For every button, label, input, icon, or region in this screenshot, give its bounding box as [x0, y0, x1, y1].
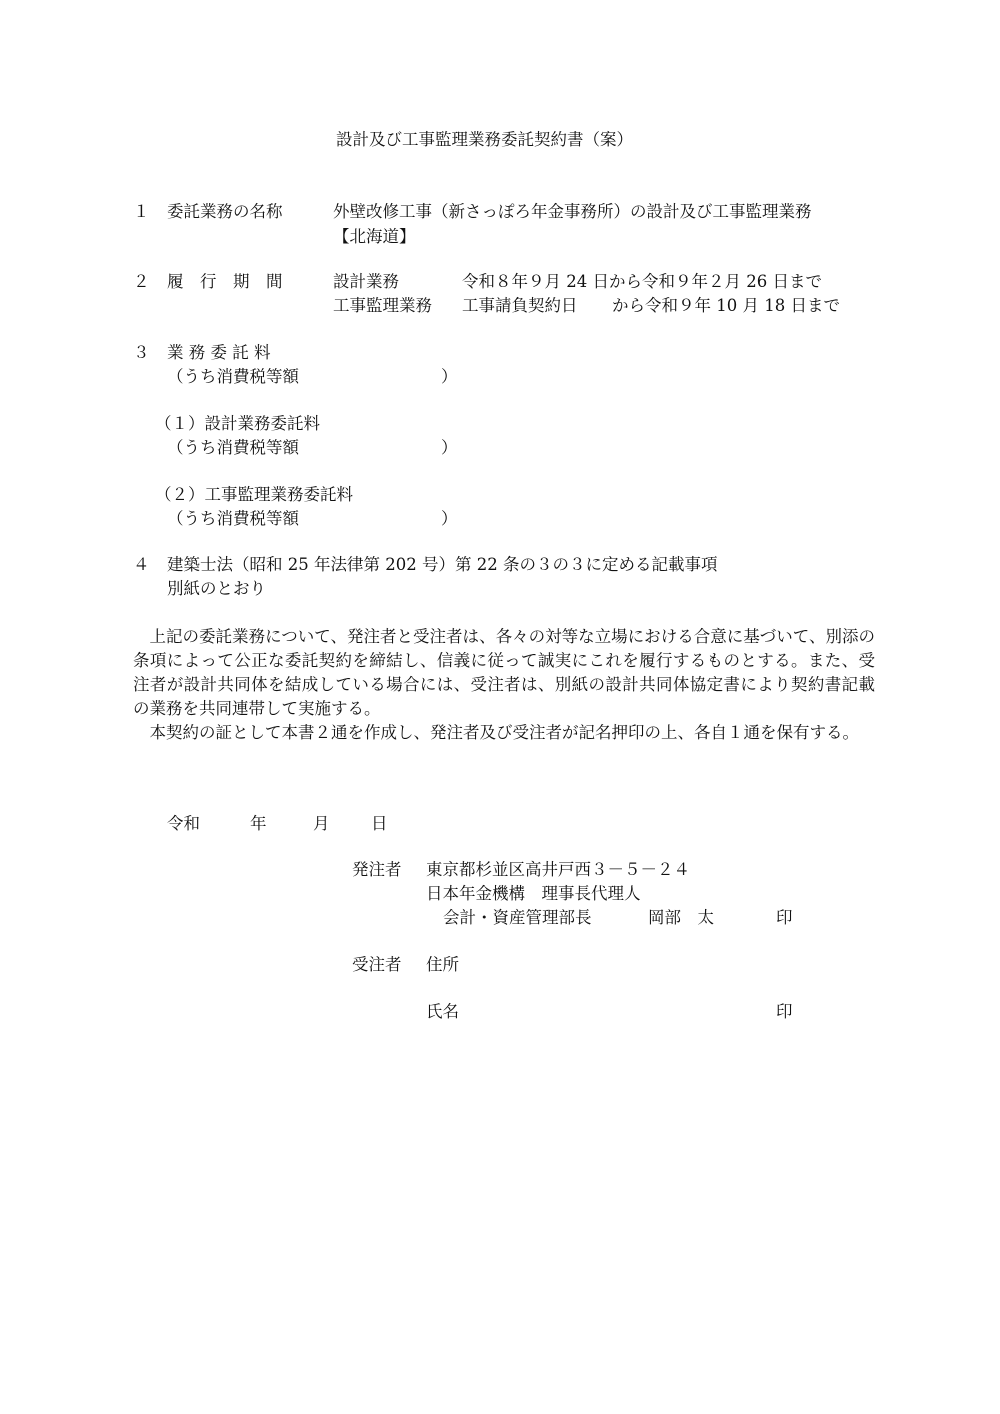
date-era: 令和 [167, 814, 200, 833]
orderer-organization: 日本年金機構 理事長代理人 [426, 884, 641, 903]
section-1-number: １ [133, 202, 150, 221]
orderer-label: 発注者 [352, 860, 402, 879]
orderer-person: 岡部 太 [648, 908, 714, 927]
contractor-address-label: 住所 [426, 955, 459, 974]
supervision-period-end: から令和９年 10 月 18 日まで [612, 296, 840, 315]
section-2-number: ２ [133, 272, 150, 291]
design-period-label: 設計業務 [333, 272, 399, 291]
supervision-fee-tax-close: ） [441, 509, 458, 528]
contractor-seal: 印 [776, 1002, 793, 1021]
body-paragraph-2: 本契約の証として本書２通を作成し、発注者及び受注者が記名押印の上、各自１通を保有する。 [149, 723, 859, 742]
supervision-fee-tax-note: （うち消費税等額 [167, 509, 299, 528]
date-year: 年 [250, 814, 267, 833]
project-name: 外壁改修工事（新さっぽろ年金事務所）の設計及び工事監理業務 [333, 202, 812, 221]
document-title: 設計及び工事監理業務委託契約書（案） [336, 130, 633, 149]
contractor-name-label: 氏名 [426, 1002, 459, 1021]
date-day: 日 [371, 814, 388, 833]
design-fee-tax-close: ） [441, 438, 458, 457]
supervision-period-start: 工事請負契約日 [462, 296, 578, 315]
section-4-detail: 別紙のとおり [167, 579, 266, 598]
contract-body [133, 625, 875, 745]
contractor-label: 受注者 [352, 955, 402, 974]
date-month: 月 [313, 814, 330, 833]
body-paragraph-1: 上記の委託業務について、発注者と受注者は、各々の対等な立場における合意に基づいて、別添の条項によって公正な委託契約を締結し、信義に従って誠実にこれを履行するものとする。また、受注者が設計共同体を結成している場合には、受注者は、別紙の設計共同体協定書により契約書記載の業務を共同連帯して実施する。 [133, 627, 875, 718]
section-4-number: ４ [133, 555, 150, 574]
section-3-label: 業 務 委 託 料 [167, 343, 271, 362]
supervision-period-label: 工事監理業務 [333, 296, 432, 315]
section-2-label: 履 行 期 間 [167, 272, 283, 291]
design-fee-tax-note: （うち消費税等額 [167, 438, 299, 457]
orderer-position: 会計・資産管理部長 [443, 908, 592, 927]
total-tax-note: （うち消費税等額 [167, 367, 299, 386]
design-period-value: 令和８年９月 24 日から令和９年２月 26 日まで [462, 272, 822, 291]
project-region: 【北海道】 [333, 227, 416, 246]
section-3-number: ３ [133, 343, 150, 362]
design-fee-label: （１）設計業務委託料 [155, 414, 320, 433]
section-4-label: 建築士法（昭和 25 年法律第 202 号）第 22 条の３の３に定める記載事項 [167, 555, 718, 574]
section-1-label: 委託業務の名称 [167, 202, 283, 221]
orderer-address: 東京都杉並区高井戸西３－５－２４ [426, 860, 690, 879]
supervision-fee-label: （２）工事監理業務委託料 [155, 485, 353, 504]
total-tax-close: ） [441, 367, 458, 386]
orderer-seal: 印 [776, 908, 793, 927]
